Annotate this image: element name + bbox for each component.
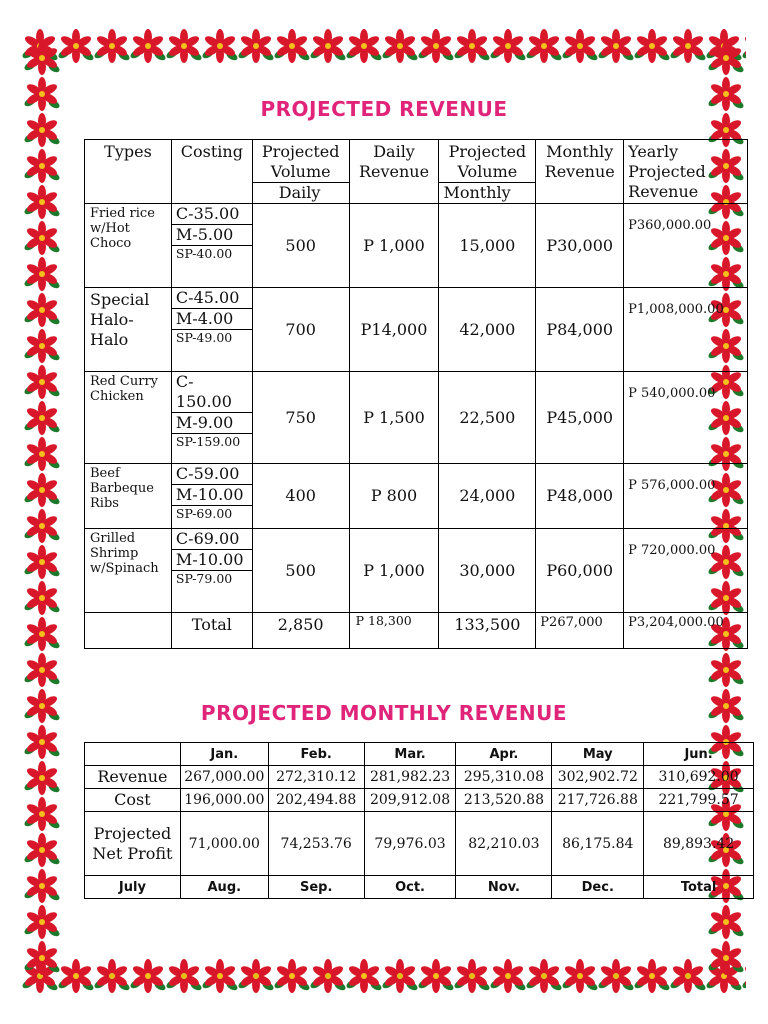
- total-yearly-revenue: P3,204,000.00: [624, 613, 748, 649]
- item-volume-monthly: 30,000: [439, 529, 536, 613]
- poinsettia-icon: [24, 652, 60, 688]
- poinsettia-icon: [94, 28, 130, 64]
- item-type: Red Curry Chicken: [85, 372, 172, 464]
- poinsettia-icon: [238, 28, 274, 64]
- poinsettia-icon: [24, 616, 60, 652]
- table-row: [85, 372, 748, 464]
- month-header: Sep.: [268, 876, 364, 899]
- item-daily-revenue: P 800: [349, 464, 439, 529]
- row-label: Projected Net Profit: [85, 812, 181, 876]
- poinsettia-icon: [24, 436, 60, 472]
- month-header-row-2: [85, 876, 754, 899]
- item-cost: C-45.00: [172, 288, 252, 309]
- poinsettia-icon: [382, 958, 418, 994]
- poinsettia-icon: [346, 28, 382, 64]
- item-yearly-revenue: P 720,000.00: [624, 529, 748, 613]
- month-header: Dec.: [552, 876, 644, 899]
- item-type: Grilled Shrimp w/Spinach: [85, 529, 172, 613]
- item-yearly-revenue: P360,000.00: [624, 204, 748, 288]
- table-row: [85, 789, 754, 812]
- item-selling-price: SP-79.00: [175, 571, 233, 586]
- header-daily: Daily: [252, 183, 349, 204]
- total-daily-revenue: P 18,300: [349, 613, 439, 649]
- month-value: 272,310.12: [268, 766, 364, 789]
- table-row: [85, 529, 748, 613]
- poinsettia-border-top: [22, 28, 746, 64]
- poinsettia-icon: [238, 958, 274, 994]
- item-daily-revenue: P 1,000: [349, 529, 439, 613]
- item-monthly-revenue: P84,000: [536, 288, 624, 372]
- item-type: Special Halo-Halo: [85, 288, 172, 372]
- poinsettia-icon: [94, 958, 130, 994]
- total-volume-daily: 2,850: [252, 613, 349, 649]
- item-monthly-revenue: P48,000: [536, 464, 624, 529]
- item-yearly-revenue: P 576,000.00: [624, 464, 748, 529]
- poinsettia-icon: [24, 328, 60, 364]
- poinsettia-icon: [310, 28, 346, 64]
- item-daily-revenue: P 1,000: [349, 204, 439, 288]
- item-monthly-revenue: P45,000: [536, 372, 624, 464]
- month-header: Nov.: [456, 876, 552, 899]
- item-selling-price: SP-159.00: [175, 434, 241, 449]
- poinsettia-icon: [202, 28, 238, 64]
- item-markup: M-10.00: [172, 550, 252, 571]
- poinsettia-icon: [24, 904, 60, 940]
- item-volume-daily: 500: [252, 529, 349, 613]
- header-monthly-revenue: Monthly Revenue: [536, 140, 624, 204]
- month-value: 202,494.88: [268, 789, 364, 812]
- projected-monthly-revenue-table: [84, 742, 754, 899]
- poinsettia-icon: [490, 958, 526, 994]
- item-markup: M-9.00: [172, 413, 252, 434]
- item-type: Fried rice w/Hot Choco: [85, 204, 172, 288]
- poinsettia-icon: [382, 28, 418, 64]
- poinsettia-icon: [708, 40, 744, 76]
- month-value: 82,210.03: [456, 812, 552, 876]
- item-selling-price: SP-49.00: [175, 330, 233, 345]
- total-label: Total: [171, 613, 252, 649]
- poinsettia-icon: [634, 28, 670, 64]
- item-yearly-revenue: P1,008,000.00: [624, 288, 748, 372]
- item-volume-daily: 500: [252, 204, 349, 288]
- row-label: Revenue: [85, 766, 181, 789]
- poinsettia-icon: [24, 724, 60, 760]
- month-value: 213,520.88: [456, 789, 552, 812]
- poinsettia-icon: [24, 940, 60, 975]
- poinsettia-icon: [274, 28, 310, 64]
- item-cost: C-35.00: [172, 204, 252, 225]
- total-monthly-revenue: P267,000: [536, 613, 624, 649]
- poinsettia-icon: [670, 28, 706, 64]
- poinsettia-icon: [526, 958, 562, 994]
- item-type: Beef Barbeque Ribs: [85, 464, 172, 529]
- month-header: May: [552, 743, 644, 766]
- header-projected-volume-daily: Projected Volume: [252, 140, 349, 183]
- month-header: Aug.: [180, 876, 268, 899]
- poinsettia-icon: [24, 832, 60, 868]
- poinsettia-icon: [24, 364, 60, 400]
- month-value: 71,000.00: [180, 812, 268, 876]
- poinsettia-icon: [24, 868, 60, 904]
- poinsettia-icon: [58, 958, 94, 994]
- poinsettia-icon: [490, 28, 526, 64]
- poinsettia-icon: [24, 400, 60, 436]
- month-value: 217,726.88: [552, 789, 644, 812]
- projected-monthly-revenue-title: PROJECTED MONTHLY REVENUE: [200, 701, 568, 725]
- item-cost: C-150.00: [172, 372, 252, 413]
- item-markup: M-4.00: [172, 309, 252, 330]
- poinsettia-icon: [24, 148, 60, 184]
- header-costing: Costing: [171, 140, 252, 204]
- poinsettia-icon: [418, 958, 454, 994]
- item-volume-monthly: 24,000: [439, 464, 536, 529]
- total-volume-monthly: 133,500: [439, 613, 536, 649]
- item-markup: M-10.00: [172, 485, 252, 506]
- month-value: 281,982.23: [364, 766, 456, 789]
- month-value: 310,692.00: [644, 766, 754, 789]
- poinsettia-icon: [24, 256, 60, 292]
- header-daily-revenue: Daily Revenue: [349, 140, 439, 204]
- month-value: 302,902.72: [552, 766, 644, 789]
- item-monthly-revenue: P60,000: [536, 529, 624, 613]
- poinsettia-icon: [166, 28, 202, 64]
- item-daily-revenue: P 1,500: [349, 372, 439, 464]
- poinsettia-icon: [310, 958, 346, 994]
- month-value: 74,253.76: [268, 812, 364, 876]
- poinsettia-icon: [708, 904, 744, 940]
- poinsettia-icon: [454, 28, 490, 64]
- poinsettia-icon: [24, 220, 60, 256]
- row-label: Cost: [85, 789, 181, 812]
- month-header: Apr.: [456, 743, 552, 766]
- poinsettia-icon: [24, 292, 60, 328]
- item-cost: C-69.00: [172, 529, 252, 550]
- poinsettia-icon: [24, 508, 60, 544]
- poinsettia-icon: [166, 958, 202, 994]
- poinsettia-icon: [130, 28, 166, 64]
- projected-revenue-table: [84, 139, 748, 649]
- table-row: [85, 464, 748, 529]
- item-volume-monthly: 22,500: [439, 372, 536, 464]
- month-header: Jun.: [644, 743, 754, 766]
- item-volume-monthly: 15,000: [439, 204, 536, 288]
- poinsettia-icon: [24, 40, 60, 76]
- item-daily-revenue: P14,000: [349, 288, 439, 372]
- item-monthly-revenue: P30,000: [536, 204, 624, 288]
- poinsettia-icon: [454, 958, 490, 994]
- table-row: [85, 812, 754, 876]
- month-header-row: [85, 743, 754, 766]
- month-header: Oct.: [364, 876, 456, 899]
- month-header: July: [85, 876, 181, 899]
- poinsettia-icon: [202, 958, 238, 994]
- poinsettia-icon: [58, 28, 94, 64]
- item-yearly-revenue: P 540,000.00: [624, 372, 748, 464]
- month-value: 209,912.08: [364, 789, 456, 812]
- poinsettia-icon: [24, 760, 60, 796]
- item-volume-daily: 400: [252, 464, 349, 529]
- item-markup: M-5.00: [172, 225, 252, 246]
- poinsettia-icon: [24, 796, 60, 832]
- poinsettia-icon: [634, 958, 670, 994]
- poinsettia-border-bottom: [22, 958, 746, 994]
- header-row: [85, 140, 748, 183]
- poinsettia-icon: [418, 28, 454, 64]
- month-value: 196,000.00: [180, 789, 268, 812]
- projected-revenue-title: PROJECTED REVENUE: [260, 97, 508, 121]
- item-volume-daily: 750: [252, 372, 349, 464]
- item-selling-price: SP-40.00: [175, 246, 233, 261]
- poinsettia-icon: [598, 28, 634, 64]
- table-row: [85, 204, 748, 288]
- table-row: [85, 766, 754, 789]
- header-yearly-revenue: Yearly Projected Revenue: [624, 140, 748, 204]
- month-header: Jan.: [180, 743, 268, 766]
- month-value: 267,000.00: [180, 766, 268, 789]
- month-value: 89,893.42: [644, 812, 754, 876]
- poinsettia-icon: [274, 958, 310, 994]
- month-header: Total: [644, 876, 754, 899]
- header-projected-volume-monthly: Projected Volume: [439, 140, 536, 183]
- month-value: 86,175.84: [552, 812, 644, 876]
- poinsettia-icon: [130, 958, 166, 994]
- month-value: 221,799.57: [644, 789, 754, 812]
- month-header: Mar.: [364, 743, 456, 766]
- header-types: Types: [85, 140, 172, 204]
- month-value: 79,976.03: [364, 812, 456, 876]
- total-row: [85, 613, 748, 649]
- poinsettia-icon: [526, 28, 562, 64]
- poinsettia-icon: [24, 544, 60, 580]
- month-header: Feb.: [268, 743, 364, 766]
- poinsettia-icon: [562, 28, 598, 64]
- item-volume-monthly: 42,000: [439, 288, 536, 372]
- item-volume-daily: 700: [252, 288, 349, 372]
- poinsettia-border-left: [24, 40, 60, 975]
- poinsettia-icon: [670, 958, 706, 994]
- poinsettia-icon: [598, 958, 634, 994]
- month-value: 295,310.08: [456, 766, 552, 789]
- table-row: [85, 288, 748, 372]
- poinsettia-icon: [24, 580, 60, 616]
- poinsettia-icon: [562, 958, 598, 994]
- poinsettia-icon: [708, 940, 744, 975]
- poinsettia-icon: [708, 652, 744, 688]
- item-selling-price: SP-69.00: [175, 506, 233, 521]
- poinsettia-icon: [24, 184, 60, 220]
- item-cost: C-59.00: [172, 464, 252, 485]
- poinsettia-icon: [24, 472, 60, 508]
- poinsettia-icon: [346, 958, 382, 994]
- header-monthly: Monthly: [439, 183, 536, 204]
